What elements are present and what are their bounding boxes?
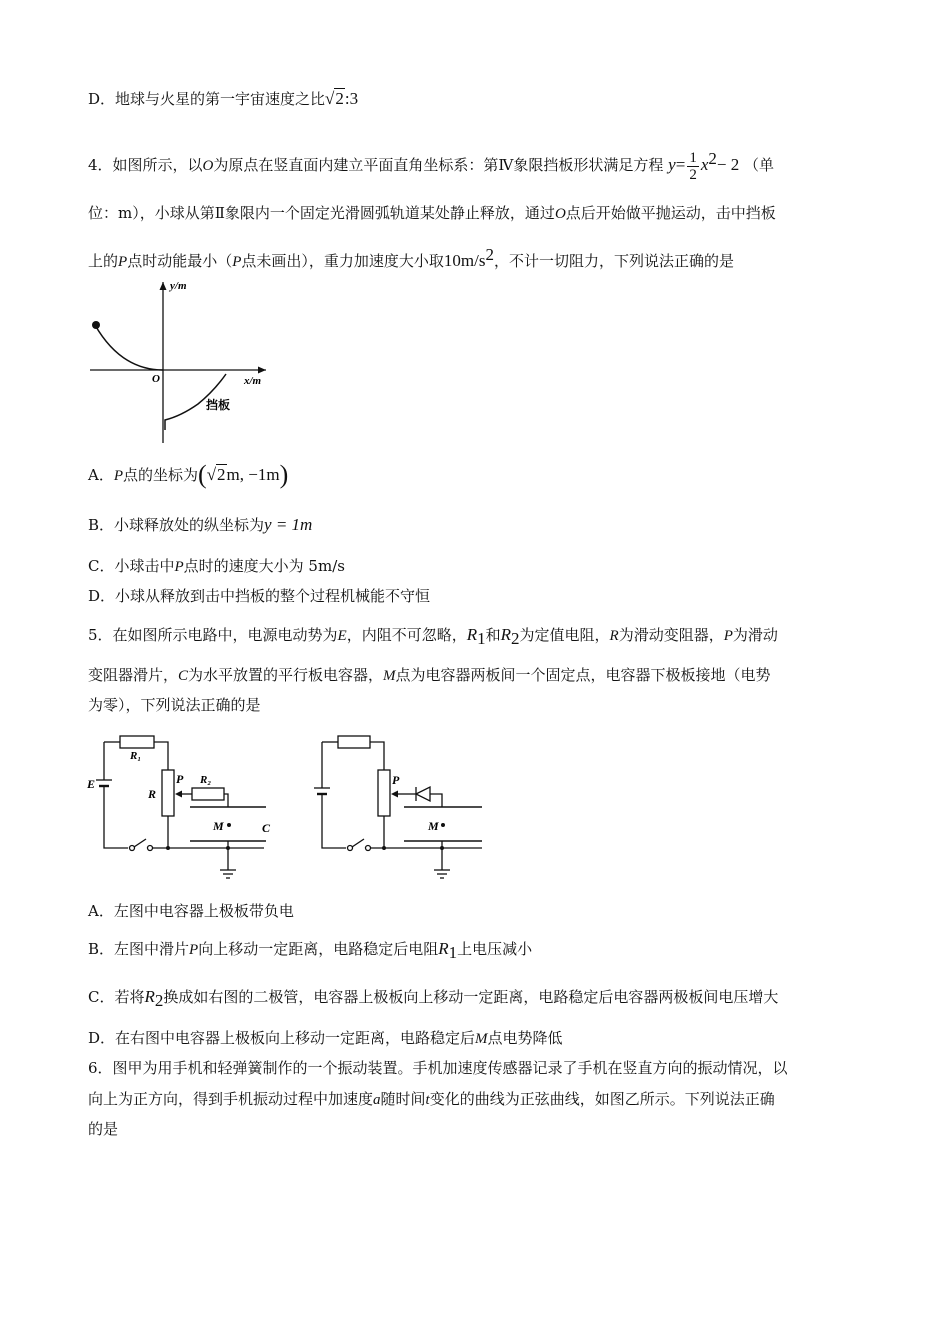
q5-option-d bbox=[88, 1027, 563, 1050]
var-O: O bbox=[554, 206, 566, 222]
wire bbox=[370, 742, 384, 770]
junction-dot bbox=[226, 846, 230, 850]
ratio-rest: :3 bbox=[344, 89, 359, 108]
sqrt-value: 2 bbox=[217, 465, 226, 484]
eq-rest: − 2 bbox=[716, 155, 740, 174]
q4-stem-line-3 bbox=[88, 244, 734, 273]
eq-y: y bbox=[668, 155, 676, 174]
text: 为定值电阻， bbox=[519, 626, 610, 644]
text: 为原点在竖直面内建立平面直角坐标系：第Ⅳ象限挡板形状满足方程 bbox=[213, 156, 664, 174]
q5-left-circuit bbox=[86, 730, 286, 880]
sqrt-symbol: √2 bbox=[206, 465, 226, 484]
var-E: E bbox=[337, 628, 347, 644]
text: 为滑动变阻器， bbox=[618, 626, 724, 644]
label-m: M bbox=[428, 819, 439, 833]
var-P: P bbox=[189, 942, 199, 958]
paren-open: ( bbox=[198, 460, 207, 489]
q4-figure bbox=[86, 278, 276, 448]
var-M: M bbox=[383, 668, 396, 684]
junction-dot bbox=[440, 846, 444, 850]
q4-option-d bbox=[88, 585, 430, 607]
slider-arrow bbox=[175, 791, 182, 798]
label-r: R bbox=[148, 787, 157, 801]
point-m bbox=[227, 823, 231, 827]
switch-terminal bbox=[148, 846, 153, 851]
point-m bbox=[441, 823, 445, 827]
text: 点的坐标为 bbox=[123, 466, 199, 484]
label-e: E bbox=[87, 777, 96, 791]
x-axis-label: x/m bbox=[244, 375, 262, 387]
resistor-r2 bbox=[192, 788, 224, 800]
eq-equals: = bbox=[675, 155, 686, 174]
var-t: t bbox=[425, 1092, 430, 1108]
junction-dot bbox=[382, 846, 386, 850]
text: C．小球击中 bbox=[88, 557, 175, 575]
text: 点时动能最小（ bbox=[127, 252, 233, 270]
text: 上的 bbox=[88, 252, 119, 270]
var-R: R bbox=[144, 987, 155, 1006]
text: 向上移动一定距离，电路稳定后电阻 bbox=[198, 940, 439, 958]
q4-figure-svg bbox=[86, 278, 276, 448]
label-p: P bbox=[392, 773, 400, 787]
wire bbox=[322, 794, 346, 848]
eq-exp: 2 bbox=[708, 149, 717, 168]
text: D．在右图中电容器上极板向上移动一定距离，电路稳定后 bbox=[88, 1029, 476, 1047]
origin-label: O bbox=[152, 373, 160, 385]
text: C．若将 bbox=[88, 988, 145, 1006]
diode-triangle bbox=[416, 787, 430, 801]
text: 点后开始做平抛运动，击中挡板 bbox=[565, 204, 776, 222]
resistor-r1 bbox=[120, 736, 154, 748]
text: 6．图甲为用手机和轻弹簧制作的一个振动装置。手机加速度传感器记录了手机在竖直方向的振动情况，以 bbox=[88, 1059, 788, 1077]
text: 为滑动 bbox=[732, 626, 778, 644]
text: 5．在如图所示电路中，电源电动势为 bbox=[88, 626, 338, 644]
q5-option-b bbox=[88, 938, 532, 964]
text: 上电压减小 bbox=[457, 940, 533, 958]
sub: 1 bbox=[477, 629, 486, 648]
ball bbox=[92, 321, 100, 329]
label-c: C bbox=[262, 821, 271, 835]
var-P: P bbox=[118, 254, 128, 270]
switch-terminal bbox=[348, 846, 353, 851]
text: 点未画出），重力加速度大小取 bbox=[241, 252, 444, 270]
q4-stem-line-2 bbox=[88, 202, 776, 225]
text: 位：m），小球从第Ⅱ象限内一个固定光滑圆弧轨道某处静止释放，通过 bbox=[88, 204, 555, 222]
q5-stem-line-2 bbox=[88, 664, 771, 687]
switch-blade bbox=[134, 839, 146, 847]
eq-x: x bbox=[700, 155, 709, 174]
g-exp: 2 bbox=[485, 245, 494, 264]
wire bbox=[104, 786, 128, 848]
text: 点为电容器两板间一个固定点，电容器下极板接地（电势 bbox=[395, 666, 771, 684]
junction-dot bbox=[166, 846, 170, 850]
sub: 2 bbox=[511, 629, 520, 648]
frac-den: 2 bbox=[689, 166, 697, 183]
label-p: P bbox=[176, 772, 184, 786]
q4-stem-line-1 bbox=[88, 148, 774, 183]
q5-right-circuit bbox=[310, 730, 490, 880]
text: （单 bbox=[743, 156, 774, 174]
text: 变化的曲线为正弦曲线，如图乙所示。下列说法正确 bbox=[429, 1090, 775, 1108]
switch-terminal bbox=[130, 846, 135, 851]
var-R: R bbox=[438, 939, 449, 958]
sqrt-symbol: √2 bbox=[325, 89, 344, 108]
text: 变阻器滑片， bbox=[88, 666, 179, 684]
text: 点时的速度大小为 5m/s bbox=[183, 557, 345, 575]
coord: m, −1m bbox=[226, 465, 280, 484]
rheostat-r bbox=[162, 770, 174, 816]
right-circuit-svg bbox=[310, 730, 490, 880]
text: 点电势降低 bbox=[487, 1029, 563, 1047]
text: A．左图中电容器上极板带负电 bbox=[88, 902, 294, 920]
frac-num: 1 bbox=[689, 149, 697, 166]
rheostat bbox=[378, 770, 390, 816]
text: 4．如图所示，以 bbox=[88, 156, 203, 174]
left-circuit-svg bbox=[86, 730, 286, 880]
text: 换成如右图的二极管，电容器上极板向上移动一定距离，电路稳定后电容器两极板间电压增大 bbox=[163, 988, 779, 1006]
q4-option-c bbox=[88, 555, 345, 578]
paren-close: ) bbox=[279, 460, 289, 489]
board-label: 挡板 bbox=[206, 398, 231, 412]
text: ，内阻不可忽略， bbox=[346, 626, 467, 644]
q6-stem-line-2 bbox=[88, 1088, 775, 1111]
arc-track bbox=[95, 325, 163, 370]
q3-option-d bbox=[88, 88, 358, 110]
q5-option-c bbox=[88, 986, 778, 1012]
eq-fraction bbox=[687, 150, 699, 183]
text: 的是 bbox=[88, 1120, 119, 1138]
var-P: P bbox=[113, 468, 124, 484]
q4-option-b bbox=[88, 514, 312, 536]
var-C: C bbox=[178, 668, 189, 684]
resistor bbox=[338, 736, 370, 748]
label-r2: R₂ bbox=[200, 774, 212, 786]
text: B．左图中滑片 bbox=[88, 940, 190, 958]
text: A． bbox=[88, 466, 114, 484]
text: 和 bbox=[485, 626, 501, 644]
switch-blade bbox=[352, 839, 364, 847]
var-a: a bbox=[373, 1092, 381, 1108]
q6-stem-line-3 bbox=[88, 1118, 118, 1140]
y-axis-arrow bbox=[160, 282, 167, 290]
wire bbox=[430, 794, 442, 807]
q4-option-a bbox=[88, 460, 289, 489]
text: 随时间 bbox=[380, 1090, 426, 1108]
y-axis-label: y/m bbox=[170, 280, 187, 292]
text: 为水平放置的平行板电容器， bbox=[188, 666, 384, 684]
var-M: M bbox=[475, 1031, 488, 1047]
slider-arrow bbox=[391, 791, 398, 798]
var-R: R bbox=[466, 625, 478, 644]
sub: 2 bbox=[154, 991, 164, 1010]
text: D．小球从释放到击中挡板的整个过程机械能不守恒 bbox=[88, 587, 431, 605]
q5-stem-line-3 bbox=[88, 694, 261, 716]
var-R: R bbox=[500, 625, 512, 644]
eq: y = 1m bbox=[264, 515, 313, 534]
wire bbox=[154, 742, 168, 770]
g-value: 10m/s bbox=[443, 251, 486, 270]
var-P: P bbox=[174, 559, 184, 575]
label-r1: R₁ bbox=[130, 750, 142, 762]
var-R: R bbox=[609, 628, 619, 644]
sqrt-value: 2 bbox=[335, 89, 344, 108]
var-P: P bbox=[232, 254, 242, 270]
var-P: P bbox=[723, 628, 733, 644]
sub: 1 bbox=[448, 943, 458, 962]
text: B．小球释放处的纵坐标为 bbox=[88, 516, 265, 534]
text: ，不计一切阻力，下列说法正确的是 bbox=[493, 252, 734, 270]
text: 向上为正方向，得到手机振动过程中加速度 bbox=[88, 1090, 374, 1108]
label-m: M bbox=[213, 819, 224, 833]
x-axis-arrow bbox=[258, 367, 266, 374]
switch-terminal bbox=[366, 846, 371, 851]
q5-stem-line-1 bbox=[88, 624, 778, 650]
text: 为零），下列说法正确的是 bbox=[88, 696, 261, 714]
var-O: O bbox=[202, 158, 214, 174]
q5-option-a bbox=[88, 900, 294, 922]
q6-stem-line-1 bbox=[88, 1057, 788, 1079]
q3-option-d-text: D．地球与火星的第一宇宙速度之比 bbox=[88, 90, 326, 108]
